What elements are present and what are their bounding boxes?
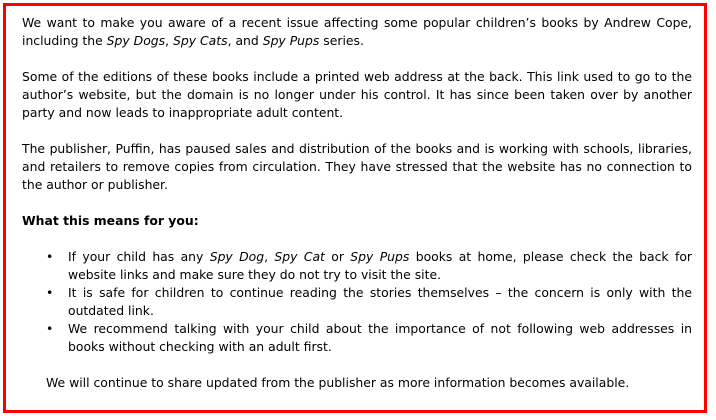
bullet-text: We recommend talking with your child about the importance of not following web addresses in books without checking with an adult first. [68,321,692,354]
bullet-comma: , [264,249,275,264]
series-spy-dog: Spy Dog [209,249,265,264]
bullet-text: If your child has any [68,249,210,264]
series-spy-cat: Spy Cat [274,249,325,264]
intro-and: , and [227,33,263,48]
publisher-paragraph: The publisher, Puffin, has paused sales and distribution of the books and is working with schools, libraries, and retailers to remove copies from circulation. They have stressed that the website has no connection to the author or publisher. [22,141,692,192]
advice-list [22,248,692,356]
intro-text: We want to make you aware of a recent issue affecting some popular children’s books by Andrew Cope, including the [22,15,692,48]
series-spy-cats: Spy Cats [173,33,228,48]
bullet-end: books at home, please check the back for website links and make sure they do not try to visit the site. [68,249,692,282]
series-spy-pups: Spy Pups [262,33,320,48]
series-spy-dogs: Spy Dogs [106,33,166,48]
series-spy-pups: Spy Pups [350,249,410,264]
list-item [22,284,692,320]
intro-end: series. [319,33,364,48]
list-item [22,320,692,356]
intro-comma: , [165,33,173,48]
bullet-or: or [324,249,351,264]
intro-paragraph [22,14,692,50]
bullet-icon: • [46,321,54,336]
issue-paragraph: Some of the editions of these books include a printed web address at the back. This link used to go to the author’s website, but the domain is no longer under his control. It has since been taken over by another party and now leads to inappropriate adult content. [22,69,692,120]
bullet-text: It is safe for children to continue reading the stories themselves – the concern is only with the outdated link. [68,285,692,318]
closing-paragraph: We will continue to share updated from the publisher as more information becomes available. [46,375,630,390]
bullet-icon: • [46,285,54,300]
bullet-icon: • [46,249,54,264]
notice-content [22,14,692,392]
section-heading: What this means for you: [22,213,199,228]
list-item [22,248,692,284]
notice-box [3,3,707,413]
